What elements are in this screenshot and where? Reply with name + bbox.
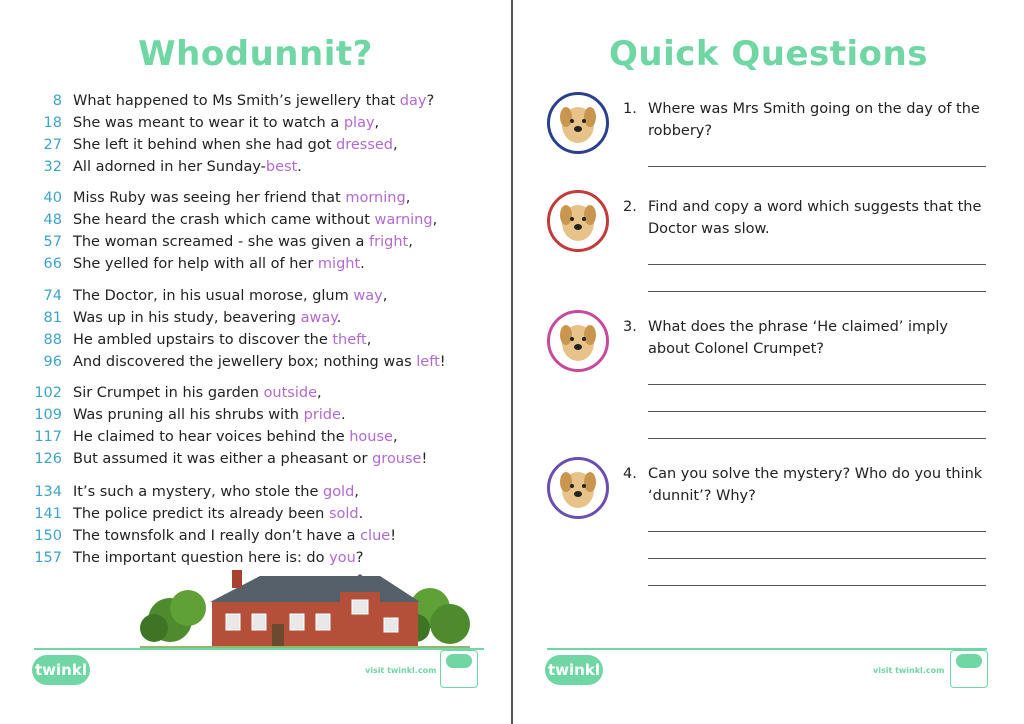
poem-line — [28, 448, 498, 470]
rottweiler-icon — [547, 310, 609, 372]
line-number: 157 — [34, 550, 62, 566]
rhyme-word: pride — [303, 407, 341, 423]
line-number: 150 — [34, 528, 62, 544]
poem-title: Whodunnit? — [138, 34, 373, 74]
answer-line[interactable] — [648, 264, 986, 265]
line-punctuation: , — [392, 429, 398, 445]
line-number: 109 — [34, 407, 62, 423]
line-text — [73, 503, 363, 525]
rhyme-word: clue — [360, 528, 391, 544]
line-number: 27 — [43, 137, 62, 153]
line-text — [73, 426, 398, 448]
poem-line — [28, 426, 498, 448]
rhyme-word: house — [349, 429, 393, 445]
line-text — [73, 382, 322, 404]
line-body: The woman screamed - she was given a — [73, 234, 370, 250]
rhyme-word: gold — [322, 484, 355, 500]
line-punctuation: . — [297, 159, 302, 175]
rhyme-word: left — [416, 354, 440, 370]
visit-link[interactable]: visit twinkl.com — [873, 666, 945, 675]
poem-line — [28, 307, 498, 329]
quality-badge-icon — [950, 650, 988, 688]
line-body: She yelled for help with all of her — [73, 256, 318, 272]
rhyme-word: warning — [374, 212, 433, 228]
question-text: Can you solve the mystery? Who do you think ‘dunnit’? Why? — [648, 466, 983, 504]
line-number: 96 — [43, 354, 62, 370]
line-number: 48 — [43, 212, 62, 228]
line-punctuation: . — [360, 256, 365, 272]
rhyme-word: sold — [328, 506, 359, 522]
question-number: 3. — [623, 319, 637, 335]
line-body: The important question here is: do — [73, 550, 330, 566]
line-text — [73, 187, 410, 209]
rhyme-word: morning — [345, 190, 406, 206]
line-body: What happened to Ms Smith’s jewellery that — [73, 93, 400, 109]
line-number: 66 — [43, 256, 62, 272]
line-text — [73, 448, 427, 470]
line-punctuation: ! — [439, 354, 446, 370]
line-number: 126 — [34, 451, 62, 467]
line-text — [73, 112, 379, 134]
poem-line — [28, 525, 498, 547]
poem-line — [28, 351, 498, 373]
rhyme-word: way — [353, 288, 383, 304]
left-page — [0, 0, 511, 724]
line-body: Was up in his study, beavering — [73, 310, 301, 326]
line-text — [73, 481, 359, 503]
line-punctuation: , — [405, 190, 411, 206]
line-punctuation: ? — [355, 550, 364, 566]
poem-line — [28, 112, 498, 134]
line-punctuation: . — [336, 310, 342, 326]
line-number: 57 — [43, 234, 62, 250]
rhyme-word: day — [399, 93, 427, 109]
samoyed-icon — [547, 457, 609, 519]
questions-title: Quick Questions — [609, 34, 928, 74]
line-number: 8 — [52, 93, 62, 109]
poem-line — [28, 329, 498, 351]
stanza — [28, 481, 498, 569]
line-number: 117 — [34, 429, 62, 445]
answer-line[interactable] — [648, 531, 986, 532]
line-body: Sir Crumpet in his garden — [73, 385, 264, 401]
stanza — [28, 187, 498, 275]
line-number: 32 — [43, 159, 62, 175]
line-punctuation: , — [366, 332, 372, 348]
answer-line[interactable] — [648, 384, 986, 385]
line-punctuation: , — [374, 115, 380, 131]
line-number: 134 — [34, 484, 62, 500]
rhyme-word: might — [317, 256, 361, 272]
line-body: The police predict its already been — [73, 506, 329, 522]
twinkl-logo[interactable]: twinkl — [545, 655, 603, 685]
poem-line — [28, 481, 498, 503]
line-number: 81 — [43, 310, 62, 326]
line-text — [73, 329, 371, 351]
line-punctuation: , — [354, 484, 359, 500]
airedale-terrier-icon — [547, 190, 609, 252]
line-text — [73, 307, 341, 329]
line-number: 141 — [34, 506, 62, 522]
line-number: 102 — [34, 385, 62, 401]
line-text — [73, 156, 302, 178]
twinkl-logo[interactable]: twinkl — [32, 655, 90, 685]
line-body: She was meant to wear it to watch a — [73, 115, 344, 131]
answer-line[interactable] — [648, 558, 986, 559]
question-text: What does the phrase ‘He claimed’ imply about Colonel Crumpet? — [648, 319, 948, 357]
answer-line[interactable] — [648, 438, 986, 439]
rhyme-word: play — [343, 115, 375, 131]
line-body: But assumed it was either a pheasant or — [73, 451, 373, 467]
poem-line — [28, 382, 498, 404]
line-punctuation: . — [358, 506, 364, 522]
poem-line — [28, 285, 498, 307]
answer-line[interactable] — [648, 411, 986, 412]
line-text — [73, 404, 346, 426]
line-punctuation: , — [317, 385, 322, 401]
line-body: All adorned in her Sunday- — [73, 159, 266, 175]
question-number: 1. — [623, 101, 637, 117]
line-text — [73, 351, 446, 373]
line-text — [73, 231, 413, 253]
line-text — [73, 285, 387, 307]
answer-line[interactable] — [648, 585, 986, 586]
line-number: 88 — [43, 332, 62, 348]
line-text — [73, 525, 396, 547]
rhyme-word: theft — [332, 332, 367, 348]
stanza — [28, 285, 498, 373]
line-body: And discovered the jewellery box; nothing was — [73, 354, 417, 370]
question-number: 4. — [623, 466, 637, 482]
footer-divider — [34, 648, 484, 650]
line-punctuation: ! — [421, 451, 428, 467]
poem-line — [28, 253, 498, 275]
poem-line — [28, 90, 498, 112]
line-punctuation: ! — [390, 528, 397, 544]
line-text — [73, 253, 365, 275]
line-body: He claimed to hear voices behind the — [73, 429, 350, 445]
question-text: Where was Mrs Smith going on the day of the robbery? — [648, 101, 980, 139]
line-number: 40 — [43, 190, 62, 206]
line-text — [73, 209, 437, 231]
poem-line — [28, 156, 498, 178]
poem-line — [28, 547, 498, 569]
answer-line[interactable] — [648, 166, 986, 167]
line-body: Was pruning all his shrubs with — [73, 407, 304, 423]
rhyme-word: outside — [263, 385, 318, 401]
rhyme-word: grouse — [372, 451, 422, 467]
poem-line — [28, 187, 498, 209]
line-body: She heard the crash which came without — [73, 212, 375, 228]
line-number: 74 — [43, 288, 62, 304]
line-body: Miss Ruby was seeing her friend that — [73, 190, 346, 206]
poem-line — [28, 134, 498, 156]
line-body: She left it behind when she had got — [73, 137, 336, 153]
poem-line — [28, 231, 498, 253]
line-text — [73, 90, 434, 112]
rhyme-word: dressed — [336, 137, 394, 153]
line-punctuation: , — [393, 137, 398, 153]
right-page — [513, 0, 1024, 724]
footer-divider — [547, 648, 987, 650]
rhyme-word: away — [300, 310, 337, 326]
line-body: The townsfolk and I really don’t have a — [73, 528, 361, 544]
line-punctuation: . — [340, 407, 346, 423]
poem-line — [28, 503, 498, 525]
stanza — [28, 382, 498, 470]
line-body: The Doctor, in his usual morose, glum — [73, 288, 354, 304]
line-body: He ambled upstairs to discover the — [73, 332, 333, 348]
visit-link[interactable]: visit twinkl.com — [365, 666, 437, 675]
golden-retriever-icon — [547, 92, 609, 154]
line-text — [73, 547, 363, 569]
rhyme-word: you — [329, 550, 356, 566]
line-punctuation: , — [432, 212, 438, 228]
question-number: 2. — [623, 199, 637, 215]
line-punctuation: , — [408, 234, 413, 250]
quality-badge-icon — [440, 650, 478, 688]
line-number: 18 — [43, 115, 62, 131]
poem-line — [28, 404, 498, 426]
poem-line — [28, 209, 498, 231]
line-punctuation: , — [382, 288, 388, 304]
answer-line[interactable] — [648, 291, 986, 292]
house-illustration — [140, 568, 470, 650]
question-text: Find and copy a word which suggests that the Doctor was slow. — [648, 199, 982, 237]
line-body: It’s such a mystery, who stole the — [73, 484, 323, 500]
line-text — [73, 134, 398, 156]
rhyme-word: fright — [369, 234, 409, 250]
rhyme-word: best — [265, 159, 298, 175]
line-punctuation: ? — [426, 93, 435, 109]
stanza — [28, 90, 498, 178]
